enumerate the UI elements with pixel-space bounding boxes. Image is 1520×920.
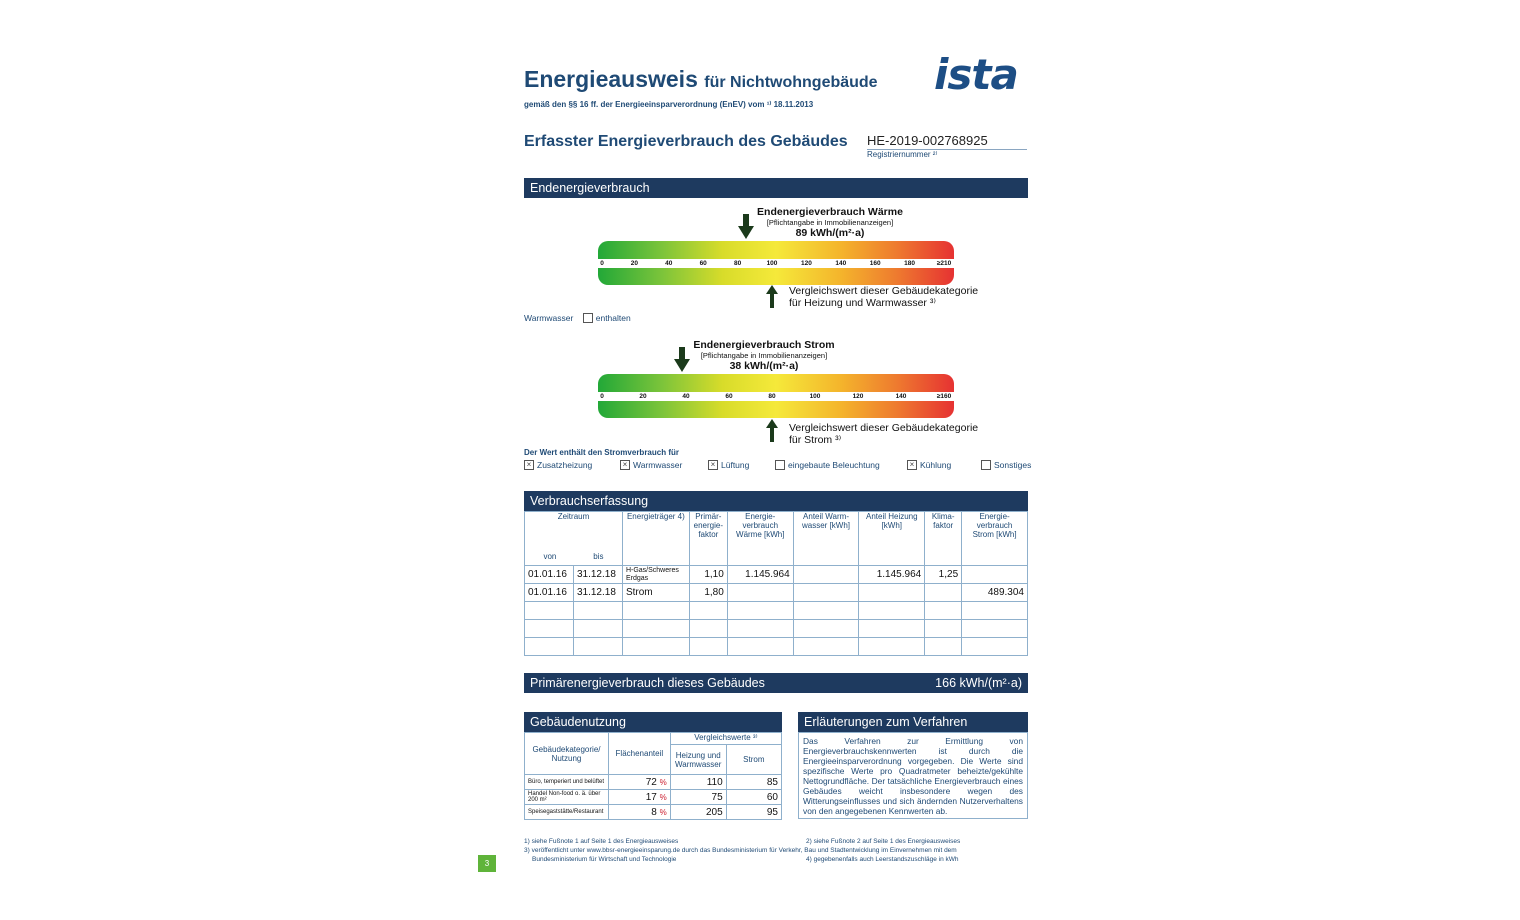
power-include-item[interactable] [981,460,1031,471]
checkbox-icon[interactable]: × [907,460,917,470]
heat-value-arrow-icon [737,214,757,240]
power-include-label: Lüftung [721,460,750,470]
row1-ww [793,566,859,584]
footnote-2: 2) siehe Fußnote 2 auf Seite 1 des Energieausweises [806,838,961,845]
power-include-item[interactable] [775,460,880,471]
table-row-empty [525,620,1028,638]
table-row-empty [525,638,1028,656]
power-tick-6: 120 [852,393,864,400]
usage-row3-category: Speisegaststätte/Restaurant [525,805,609,820]
warmwater-checkbox[interactable] [583,313,593,323]
table-row [525,775,782,790]
pct-sign: % [659,807,667,817]
heat-compare-arrow-icon [765,285,779,309]
heat-tick-9: 180 [904,260,916,267]
share-header: Flächenanteil [608,733,670,775]
row2-from: 01.01.16 [525,584,574,602]
title-main: Energieausweis [524,66,698,92]
to-label: bis [593,552,604,561]
consumption-bar: Verbrauchserfassung [524,491,1028,511]
ista-logo [934,50,1018,99]
power-compare-text [789,422,978,446]
heat-consumption-header: Energie-verbrauch Wärme [kWh] [727,512,793,566]
power-include-item[interactable] [620,460,682,471]
pct-sign: % [659,792,667,802]
usage-table [524,732,782,820]
power-include-label: Sonstiges [994,460,1032,470]
heat-label: Endenergieverbrauch Wärme [757,206,903,218]
heat-tick-5: 100 [766,260,778,267]
usage-row2-share: 17 [645,791,657,803]
heat-note: [Pflichtangabe in Immobilienanzeigen] [766,218,894,227]
usage-row3-share: 8 [651,806,657,818]
power-value: 38 kWh/(m²·a) [729,360,799,372]
carrier-header: Energieträger 4) [622,512,689,566]
law-reference: gemäß den §§ 16 ff. der Energieeinsparverordnung (EnEV) vom ¹⁾ 18.11.2013 [524,100,814,109]
checkbox-icon[interactable]: × [620,460,630,470]
power-compare-line2: für Strom ³⁾ [789,434,842,446]
table-row [525,566,1028,584]
power-tick-8: ≥160 [936,393,952,400]
logo-text: ista [934,50,1018,99]
power-include-item[interactable] [708,460,749,471]
footnote-3a: 3) veröffentlicht unter www.bbsr-energieeinsparung.de durch das Bundesministerium für Verkehr, Bau und Stadtentwicklung im Einvernehmen mit dem [524,847,957,854]
power-compare-arrow-icon [765,419,779,443]
checkbox-icon[interactable]: × [524,460,534,470]
heat-tick-0: 0 [600,260,604,267]
registration-label: Registriernummer ²⁾ [867,150,938,159]
end-energy-bar: Endenergieverbrauch [524,178,1028,198]
power-tick-7: 140 [895,393,907,400]
power-tick-2: 40 [682,393,690,400]
row1-primary: 1,10 [689,566,727,584]
heat-label-group [740,206,920,239]
usage-row2-heat: 75 [670,790,726,805]
pct-sign: % [659,777,667,787]
primary-energy-title: Primärenergieverbrauch dieses Gebäudes [530,676,765,690]
power-includes-list [524,459,1032,472]
table-row [525,584,1028,602]
row2-climate [925,584,962,602]
heat-compare-line1: Vergleichswert dieser Gebäudekategorie [789,285,979,297]
usage-power-header: Strom [726,745,781,775]
explanation-text: Das Verfahren zur Ermittlung von Energieverbrauchskennwerten ist durch die Energieeinsparverordnung vorgegeben. Die Werte sind spezifische Werte pro Quadratmeter beheizte/gekühlte Nettogrundfläche. Der tatsächliche Energieverbrauch eines Gebäudes weicht insbesondere wegen des Witterungseinflusses und sich ändernden Nutzerverhaltens von den angegebenen Kennwerten ab. [803,736,1023,816]
power-include-label: eingebaute Beleuchtung [788,460,880,470]
heating-share-header: Anteil Heizung [kWh] [859,512,925,566]
usage-row2-category: Handel Non-food o. ä. über 200 m² [525,790,609,805]
power-tick-5: 100 [809,393,821,400]
usage-row1-share: 72 [645,776,657,788]
row2-to: 31.12.18 [573,584,622,602]
power-consumption-header: Energie-verbrauch Strom [kWh] [962,512,1028,566]
power-tick-1: 20 [639,393,647,400]
consumption-table [524,511,1028,656]
heat-compare-line2: für Heizung und Warmwasser ³⁾ [789,297,936,309]
table-row-empty [525,602,1028,620]
row1-heat: 1.145.964 [727,566,793,584]
power-compare-line1: Vergleichswert dieser Gebäudekategorie [789,422,979,434]
power-include-label: Warmwasser [633,460,683,470]
usage-row3-heat: 205 [670,805,726,820]
heat-tick-7: 140 [835,260,847,267]
warmwater-share-header: Anteil Warm-wasser [kWh] [793,512,859,566]
row1-carrier: H-Gas/Schweres Erdgas [622,566,689,584]
power-include-label: Zusatzheizung [537,460,593,470]
checkbox-icon[interactable] [775,460,785,470]
power-label-group [674,339,854,372]
row1-power [962,566,1028,584]
document-title [524,66,878,93]
row1-from: 01.01.16 [525,566,574,584]
warmwater-option: enthalten [595,313,631,323]
page-number: 3 [478,855,496,872]
registration-number: HE-2019-002768925 [867,133,1027,150]
heat-tick-4: 80 [733,260,742,267]
heat-tick-8: 160 [869,260,881,267]
compare-header: Vergleichswerte ³⁾ [670,733,781,745]
usage-row2-power: 60 [726,790,781,805]
usage-row3-power: 95 [726,805,781,820]
footnote-4: 4) gegebenenfalls auch Leerstandszuschläge in kWh [806,856,959,863]
heat-tick-3: 60 [699,260,707,267]
power-include-item[interactable] [524,460,592,471]
row1-to: 31.12.18 [573,566,622,584]
power-scale [598,374,954,418]
power-note: [Pflichtangabe in Immobilienanzeigen] [700,351,828,360]
power-value-arrow-icon [673,347,693,373]
row2-heat [727,584,793,602]
section-title: Erfasster Energieverbrauch des Gebäudes [524,133,848,150]
period-label: Zeitraum [557,512,590,521]
heat-tick-2: 40 [665,260,673,267]
power-include-item[interactable] [907,460,951,471]
primary-factor-header: Primär-energie-faktor [689,512,727,566]
climate-factor-header: Klima-faktor [925,512,962,566]
power-includes-label: Der Wert enthält den Stromverbrauch für [524,448,679,457]
row2-heating [859,584,925,602]
power-tick-3: 60 [725,393,733,400]
title-sub: für Nichtwohngebäude [704,74,878,91]
heat-tick-6: 120 [800,260,812,267]
power-tick-4: 80 [768,393,776,400]
heat-compare-text [789,285,978,309]
usage-header-row1 [525,733,782,745]
row1-heating: 1.145.964 [859,566,925,584]
table-row [525,790,782,805]
document-page [440,0,1080,920]
warmwater-row [524,313,631,324]
row1-climate: 1,25 [925,566,962,584]
footnote-1: 1) siehe Fußnote 1 auf Seite 1 des Energieausweises [524,838,679,845]
warmwater-label: Warmwasser [524,313,574,323]
row2-ww [793,584,859,602]
usage-bar: Gebäudenutzung [524,712,782,732]
period-header [525,512,623,566]
checkbox-icon[interactable] [981,460,991,470]
consumption-header-row [525,512,1028,566]
row2-power: 489.304 [962,584,1028,602]
explanation-bar: Erläuterungen zum Verfahren [798,712,1028,732]
heat-tick-10: ≥210 [936,260,952,267]
usage-row1-category: Büro, temperiert und belüftet [525,775,609,790]
table-row [525,805,782,820]
explanation-box [798,732,1028,819]
usage-heat-header: Heizung und Warmwasser [670,745,726,775]
row2-carrier: Strom [622,584,689,602]
heat-tick-1: 20 [630,260,639,267]
heat-value: 89 kWh/(m²·a) [795,227,865,239]
from-label: von [543,552,557,561]
primary-energy-bar [524,673,1028,693]
usage-row1-heat: 110 [670,775,726,790]
footnote-3b: Bundesministerium für Wirtschaft und Technologie [532,856,677,863]
heat-scale [598,241,954,285]
power-tick-0: 0 [600,393,604,400]
power-include-label: Kühlung [920,460,952,470]
checkbox-icon[interactable]: × [708,460,718,470]
category-header: Gebäudekategorie/ Nutzung [525,733,609,775]
usage-row1-power: 85 [726,775,781,790]
primary-energy-value: 166 kWh/(m²·a) [935,676,1022,690]
row2-primary: 1,80 [689,584,727,602]
power-label: Endenergieverbrauch Strom [693,339,835,351]
